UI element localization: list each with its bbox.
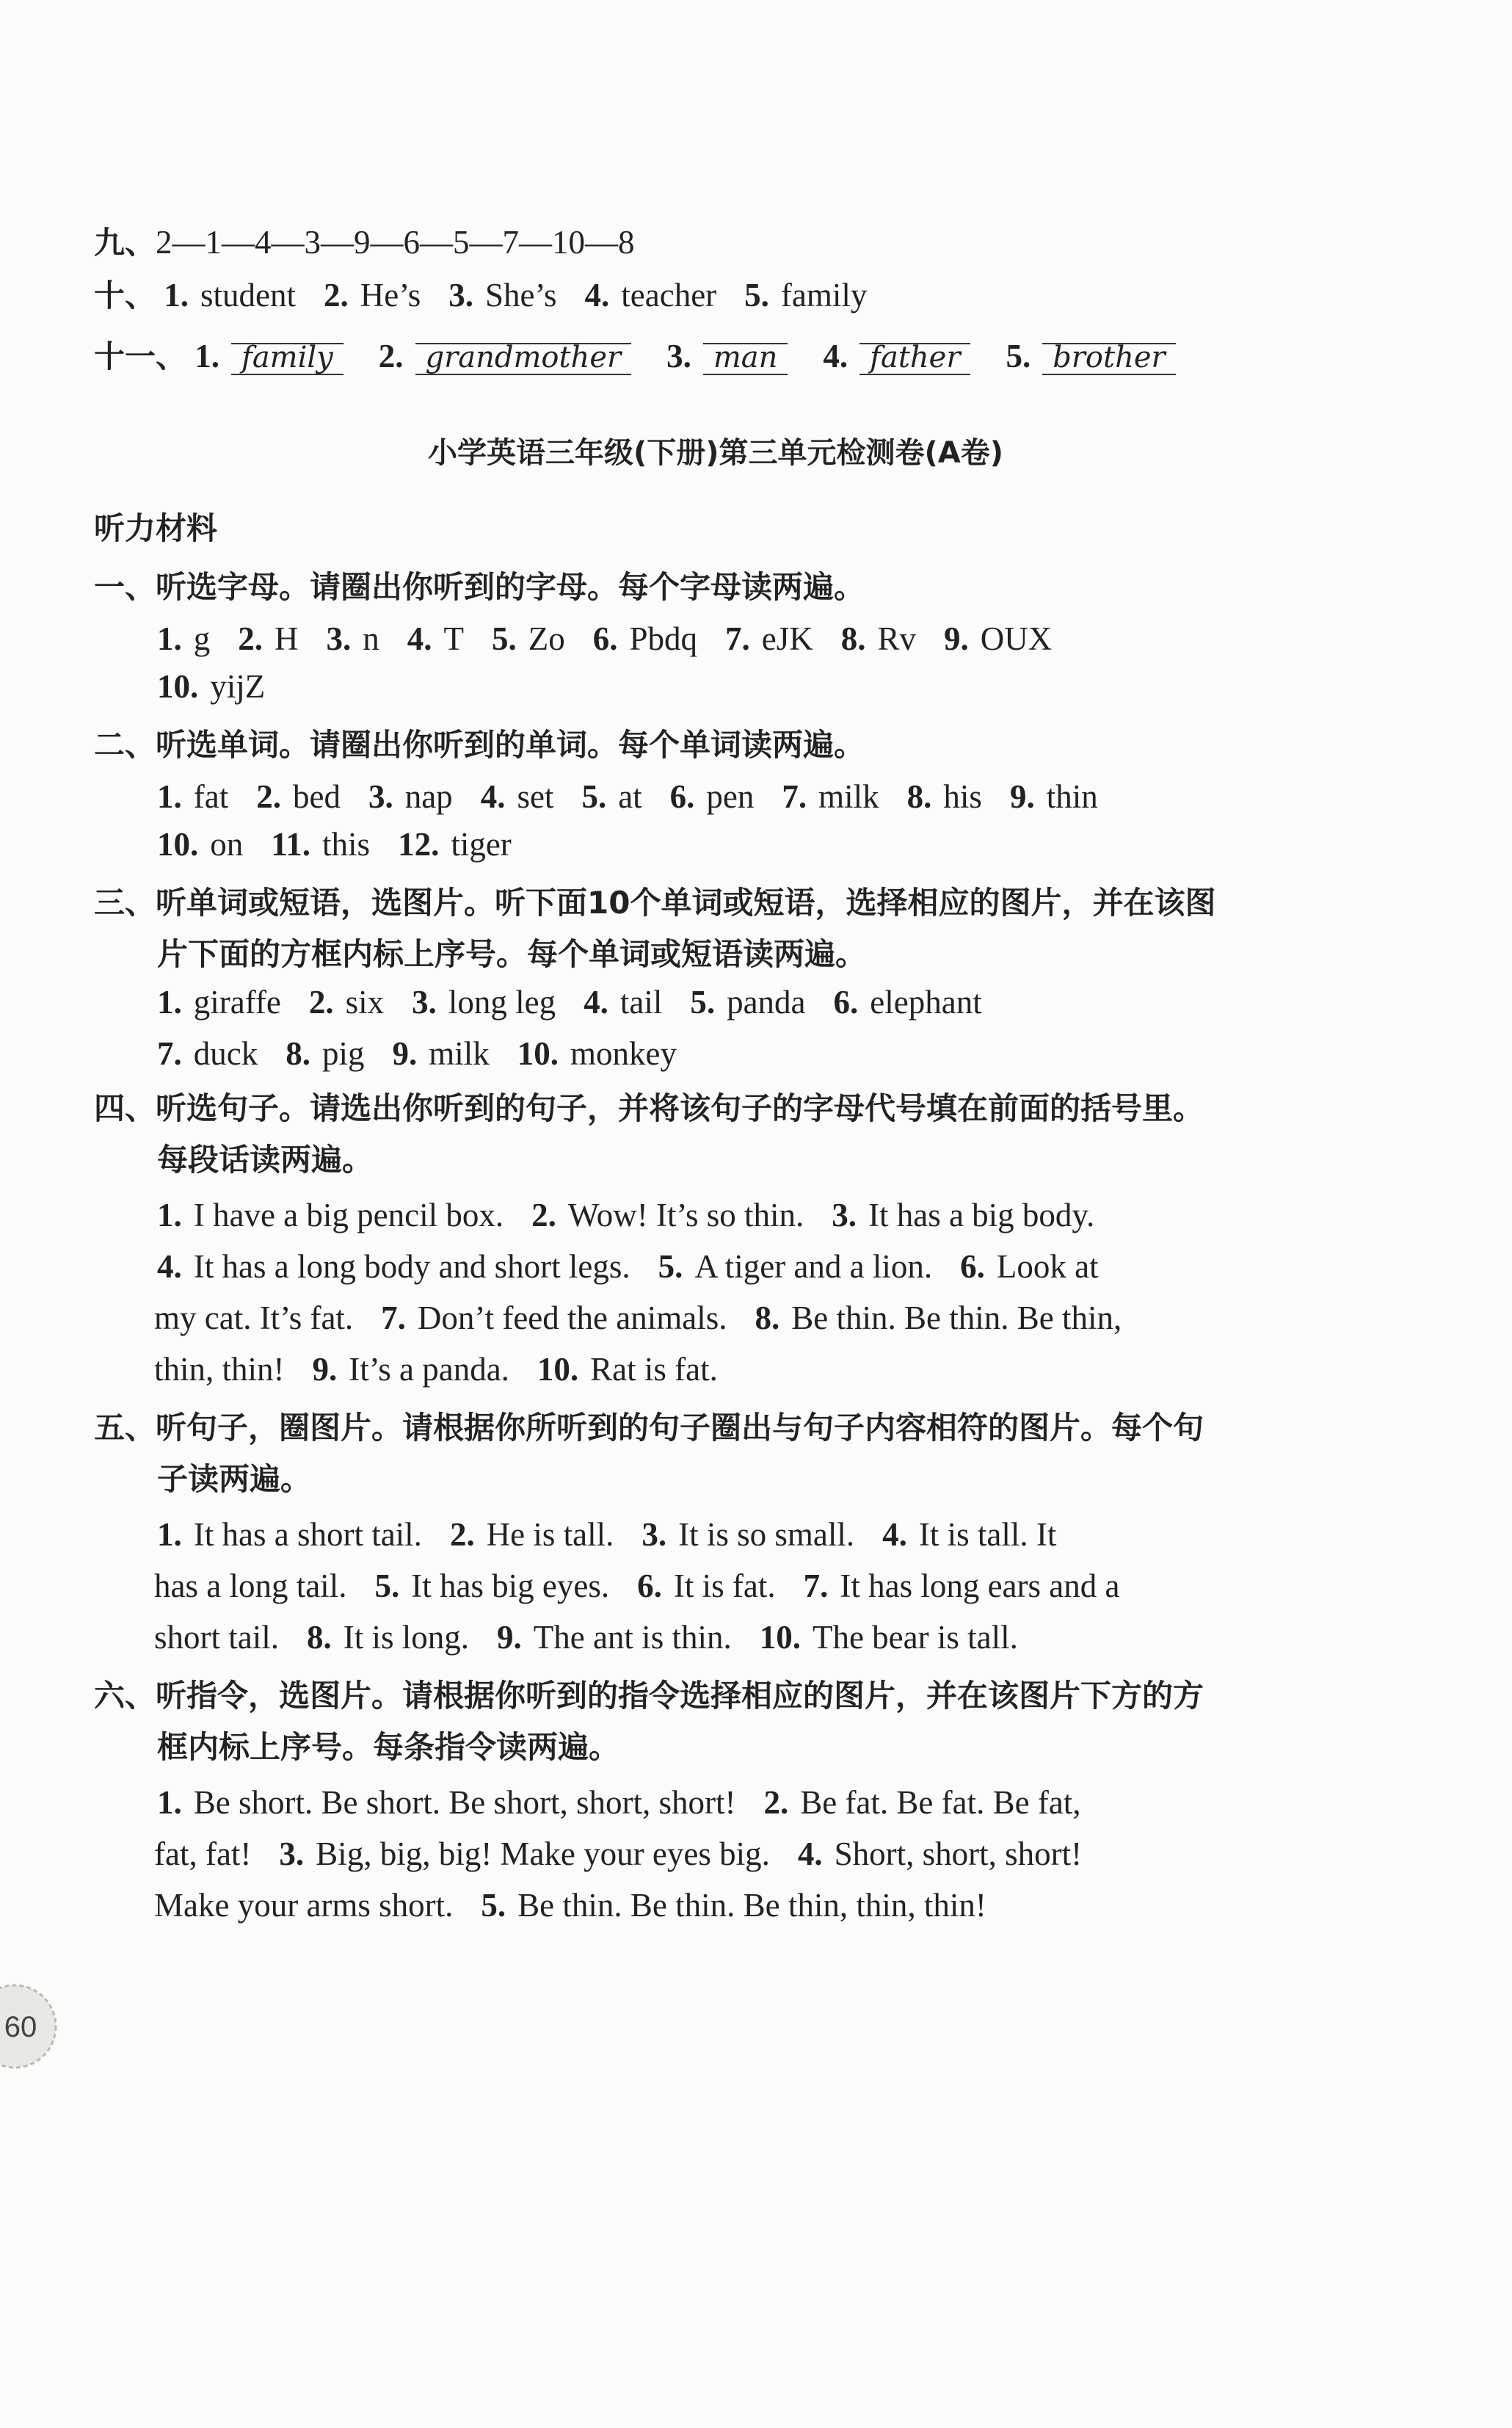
- item-text: family: [231, 336, 344, 380]
- item-text: It’s a panda.: [349, 1351, 509, 1388]
- part-line: [154, 1832, 1110, 1876]
- item-text: pig: [321, 1035, 365, 1072]
- item-text: It has a long body and short legs.: [193, 1248, 630, 1285]
- answer-item: [379, 338, 659, 374]
- item-number: 4.: [584, 984, 608, 1021]
- item-text: my cat. It’s fat.: [154, 1300, 354, 1336]
- item-text: elephant: [870, 984, 982, 1021]
- item-text: family: [780, 277, 868, 314]
- page-number: 60: [4, 2011, 37, 2043]
- item-number: 10.: [517, 1035, 559, 1072]
- item-text: T: [443, 620, 464, 657]
- item-text: thin: [1046, 778, 1098, 815]
- part-line: [154, 1564, 1147, 1608]
- item-text: milk: [818, 778, 879, 815]
- answer-item: [279, 1836, 769, 1872]
- answer-item: [448, 277, 556, 314]
- item-text: Pbdq: [629, 620, 698, 657]
- answer-item: [309, 984, 384, 1021]
- item-number: 9.: [392, 1035, 418, 1072]
- item-number: 4.: [882, 1516, 907, 1553]
- item-number: 4.: [797, 1836, 823, 1872]
- item-text: giraffe: [193, 984, 281, 1021]
- item-number: 1.: [157, 1197, 182, 1233]
- item-text: long leg: [448, 984, 556, 1021]
- item-text: teacher: [621, 277, 717, 314]
- answer-item: [1010, 778, 1098, 815]
- item-text: brother: [1042, 336, 1175, 380]
- answer-item: [157, 984, 281, 1021]
- item-number: 7.: [725, 620, 750, 657]
- part-heading: 五、听句子，圈图片。请根据你所听到的句子圈出与句子内容相符的图片。每个句: [94, 1410, 1204, 1446]
- item-text: Big, big, big! Make your eyes big.: [316, 1836, 770, 1872]
- item-number: 3.: [832, 1197, 857, 1233]
- answer-item: [944, 620, 1052, 657]
- answer-item: [374, 1568, 609, 1604]
- answer-item: [755, 1300, 1122, 1336]
- item-text: this: [322, 826, 371, 863]
- answer-item: [834, 984, 982, 1021]
- item-text: his: [943, 778, 982, 815]
- item-text: I have a big pencil box.: [193, 1197, 504, 1233]
- item-text: tiger: [451, 826, 512, 863]
- item-text: tail: [619, 984, 663, 1021]
- answer-item: [195, 338, 371, 374]
- item-number: 3.: [412, 984, 437, 1021]
- item-text: It has big eyes.: [411, 1568, 610, 1604]
- item-text: Be thin. Be thin. Be thin, thin, thin!: [517, 1887, 986, 1924]
- item-text: father: [859, 336, 970, 380]
- item-text: It is tall. It: [918, 1516, 1057, 1553]
- item-text: at: [618, 778, 642, 815]
- item-number: 5.: [492, 620, 517, 657]
- answer-item: [782, 778, 879, 815]
- part-heading: 一、听选字母。请圈出你听到的字母。每个字母读两遍。: [94, 569, 865, 605]
- answer-item: [497, 1619, 732, 1656]
- item-text: Look at: [996, 1248, 1099, 1285]
- answer-item: [157, 1035, 258, 1072]
- item-text: He is tall.: [486, 1516, 614, 1553]
- answer-item: [313, 1351, 509, 1388]
- item-number: 7.: [157, 1035, 182, 1072]
- item-number: 3.: [279, 1836, 305, 1872]
- item-number: 9.: [944, 620, 969, 657]
- item-number: 1.: [157, 1516, 182, 1553]
- part-line: [157, 1193, 1122, 1237]
- item-text: yijZ: [210, 668, 266, 705]
- item-text: A tiger and a lion.: [694, 1248, 933, 1285]
- item-text: H: [275, 620, 299, 657]
- answer-item: [368, 778, 453, 815]
- part-heading-cont: 子读两遍。: [157, 1461, 312, 1497]
- item-number: 2.: [324, 277, 349, 314]
- answer-row-11: 十一、 1. family 2. grandmother 3. man 4. father 5. brother: [94, 334, 1211, 380]
- part-heading-cont: 每段话读两遍。: [157, 1142, 374, 1178]
- item-number: 8.: [306, 1619, 332, 1656]
- item-text: short tail.: [154, 1619, 279, 1656]
- answer-item: [157, 1516, 422, 1553]
- answer-item: [744, 277, 867, 314]
- part-line: [157, 1512, 1084, 1557]
- item-text: Rv: [877, 620, 917, 657]
- item-number: 1.: [157, 620, 182, 657]
- answer-item: [157, 1248, 630, 1285]
- part-line: [157, 617, 1080, 661]
- answer-item: [157, 1197, 504, 1233]
- item-text: Rat is fat.: [590, 1351, 718, 1388]
- part-line: [154, 1347, 746, 1391]
- item-number: 2.: [763, 1784, 789, 1821]
- item-number: 2.: [378, 338, 404, 374]
- answer-row-9: 九、2—1—4—3—9—6—5—7—10—8: [94, 224, 635, 261]
- answer-item: [585, 277, 717, 314]
- answer-item: [593, 620, 697, 657]
- part-heading: 三、听单词或短语，选图片。听下面10个单词或短语，选择相应的图片，并在该图: [94, 885, 1216, 921]
- answer-item: [157, 778, 228, 815]
- answer-item: [412, 984, 556, 1021]
- part-heading: 二、听选单词。请圈出你听到的单词。每个单词读两遍。: [94, 727, 865, 763]
- item-text: Short, short, short!: [834, 1836, 1083, 1872]
- part-line: [154, 1615, 1046, 1659]
- answer-item: [286, 1035, 364, 1072]
- answer-item: [658, 1248, 932, 1285]
- item-text: fat, fat!: [154, 1836, 252, 1872]
- item-number: 5.: [374, 1568, 400, 1604]
- item-text: n: [363, 620, 379, 657]
- answer-item: [804, 1568, 1120, 1604]
- item-number: 2.: [531, 1197, 556, 1233]
- answer-item: [154, 1836, 251, 1872]
- item-number: 7.: [782, 778, 807, 815]
- item-number: 8.: [840, 620, 866, 657]
- part-line: [157, 775, 1126, 819]
- answer-item: [481, 1887, 986, 1924]
- item-number: 10.: [157, 668, 199, 705]
- item-number: 4.: [157, 1248, 182, 1285]
- item-number: 10.: [157, 826, 199, 863]
- item-number: 4.: [584, 277, 610, 314]
- item-number: 9.: [497, 1619, 522, 1656]
- item-number: 9.: [1009, 778, 1035, 815]
- answer-item: [531, 1197, 804, 1233]
- item-text: student: [200, 277, 297, 314]
- answer-item: [157, 668, 265, 705]
- item-number: 4.: [480, 778, 506, 815]
- item-number: 7.: [803, 1568, 829, 1604]
- answer-item: [154, 1300, 353, 1336]
- answer-item: [157, 826, 243, 863]
- answer-item: [1006, 338, 1203, 374]
- item-text: set: [517, 778, 554, 815]
- answer-item: [256, 778, 341, 815]
- part-line: [157, 1780, 1109, 1824]
- item-number: 6.: [960, 1248, 985, 1285]
- answer-item: [154, 1887, 453, 1924]
- answer-item: [154, 1568, 346, 1604]
- item-text: It is fat.: [673, 1568, 776, 1604]
- item-text: He’s: [360, 277, 421, 314]
- item-text: man: [703, 336, 788, 380]
- answer-item: [832, 1197, 1094, 1233]
- item-text: It is long.: [343, 1619, 469, 1656]
- item-text: Make your arms short.: [154, 1887, 454, 1924]
- item-text: It is so small.: [678, 1516, 855, 1553]
- answer-item: [725, 620, 813, 657]
- answer-item: [690, 984, 805, 1021]
- item-text: Be short. Be short. Be short, short, short!: [193, 1784, 736, 1821]
- item-number: 5.: [690, 984, 716, 1021]
- answer-item: [154, 1619, 279, 1656]
- item-text: has a long tail.: [154, 1568, 347, 1604]
- item-text: eJK: [761, 620, 813, 657]
- item-number: 8.: [906, 778, 932, 815]
- item-number: 5.: [481, 1887, 506, 1924]
- part-line: [154, 1296, 1149, 1340]
- item-text: on: [210, 826, 244, 863]
- part-heading-cont: 片下面的方框内标上序号。每个单词或短语读两遍。: [157, 936, 867, 972]
- item-number: 2.: [308, 984, 334, 1021]
- answer-item: [841, 620, 916, 657]
- answer-item: [907, 778, 982, 815]
- item-number: 2.: [238, 620, 263, 657]
- item-text: panda: [727, 984, 806, 1021]
- answer-item: [238, 620, 298, 657]
- answer-item: [307, 1619, 469, 1656]
- item-text: nap: [404, 778, 453, 815]
- section-title: 小学英语三年级(下册)第三单元检测卷(A卷): [427, 436, 1004, 470]
- item-number: 5.: [744, 277, 769, 314]
- answer-item: [450, 1516, 614, 1553]
- item-number: 1.: [157, 778, 182, 815]
- listening-heading: 听力材料: [94, 510, 218, 546]
- answer-item: [763, 1784, 1080, 1821]
- answer-item: [823, 338, 998, 374]
- item-text: monkey: [570, 1035, 677, 1072]
- item-text: grandmother: [415, 336, 632, 380]
- answer-item: [157, 620, 210, 657]
- answer-item: [271, 826, 370, 863]
- item-number: 4.: [823, 338, 848, 374]
- answer-item: [327, 620, 379, 657]
- part-line: [157, 1244, 1127, 1289]
- item-text: It has a big body.: [868, 1197, 1095, 1233]
- item-text: The bear is tall.: [812, 1619, 1018, 1656]
- item-number: 8.: [286, 1035, 310, 1072]
- part-heading: 六、听指令，选图片。请根据你听到的指令选择相应的图片，并在该图片下方的方: [94, 1678, 1204, 1714]
- answer-item: [960, 1248, 1098, 1285]
- item-number: 10.: [537, 1351, 579, 1388]
- item-number: 2.: [256, 778, 281, 815]
- item-text: thin, thin!: [154, 1351, 285, 1388]
- answer-item: [537, 1351, 718, 1388]
- answer-item: [157, 1784, 735, 1821]
- answer-item: [584, 984, 662, 1021]
- item-number: 6.: [592, 620, 618, 657]
- page-number-badge: [0, 1982, 59, 2070]
- item-text: fat: [193, 778, 229, 815]
- answer-row-10: 十、 1. student 2. He’s 3. She’s 4. teacher 5. family: [94, 277, 868, 314]
- item-number: 2.: [449, 1516, 475, 1553]
- item-text: Wow! It’s so thin.: [567, 1197, 804, 1233]
- answer-item: [407, 620, 464, 657]
- answer-item: [381, 1300, 727, 1336]
- item-number: 1.: [195, 338, 220, 374]
- item-number: 5.: [658, 1248, 683, 1285]
- item-text: Zo: [528, 620, 565, 657]
- answer-item: [398, 826, 512, 863]
- part-line: [157, 664, 293, 709]
- item-number: 10.: [759, 1619, 801, 1656]
- item-number: 12.: [398, 826, 440, 863]
- answer-item: [492, 620, 565, 657]
- item-text: Be fat. Be fat. Be fat,: [800, 1784, 1081, 1821]
- part-heading-cont: 框内标上序号。每条指令读两遍。: [157, 1729, 620, 1765]
- item-text: Don’t feed the animals.: [417, 1300, 727, 1336]
- answer-item: [393, 1035, 490, 1072]
- answer-item: [517, 1035, 677, 1072]
- answer-item: [581, 778, 641, 815]
- item-number: 7.: [381, 1300, 406, 1336]
- answer-item: [481, 778, 554, 815]
- item-number: 1.: [157, 984, 182, 1021]
- answer-item: [164, 277, 296, 314]
- item-number: 1.: [157, 1784, 182, 1821]
- part-heading: 四、听选句子。请选出你听到的句子，并将该句子的字母代号填在前面的括号里。: [94, 1090, 1204, 1126]
- item-number: 1.: [164, 277, 189, 314]
- item-number: 5.: [581, 778, 607, 815]
- item-text: It has long ears and a: [840, 1568, 1120, 1604]
- part-line: [154, 1883, 1014, 1927]
- answer-item: [666, 338, 815, 374]
- item-number: 3.: [326, 620, 352, 657]
- answer-item: [641, 1516, 854, 1553]
- item-text: pen: [706, 778, 755, 815]
- item-number: 11.: [271, 826, 311, 863]
- answer-item: [637, 1568, 775, 1604]
- part-line: [157, 1032, 705, 1076]
- item-number: 6.: [833, 984, 859, 1021]
- item-text: g: [193, 620, 211, 657]
- item-text: duck: [193, 1035, 258, 1072]
- item-text: six: [345, 984, 385, 1021]
- answer-item: [882, 1516, 1056, 1553]
- answer-item: [670, 778, 755, 815]
- item-number: 3.: [368, 778, 393, 815]
- item-text: It has a short tail.: [193, 1516, 422, 1553]
- item-number: 3.: [641, 1516, 667, 1553]
- item-text: milk: [429, 1035, 490, 1072]
- part-line: [157, 980, 1010, 1024]
- answer-item: [324, 277, 421, 314]
- answer-item: [798, 1836, 1082, 1872]
- item-number: 3.: [448, 277, 474, 314]
- item-text: Be thin. Be thin. Be thin,: [791, 1300, 1122, 1336]
- item-number: 6.: [637, 1568, 662, 1604]
- answer-item: [760, 1619, 1018, 1656]
- part-line: [157, 822, 539, 866]
- item-text: The ant is thin.: [533, 1619, 732, 1656]
- item-number: 9.: [312, 1351, 338, 1388]
- item-number: 6.: [669, 778, 695, 815]
- item-text: OUX: [980, 620, 1053, 657]
- item-number: 4.: [407, 620, 432, 657]
- item-number: 3.: [666, 338, 691, 374]
- item-text: bed: [292, 778, 341, 815]
- item-text: She’s: [485, 277, 557, 314]
- item-number: 8.: [755, 1300, 780, 1336]
- answer-item: [154, 1351, 285, 1388]
- item-number: 5.: [1006, 338, 1031, 374]
